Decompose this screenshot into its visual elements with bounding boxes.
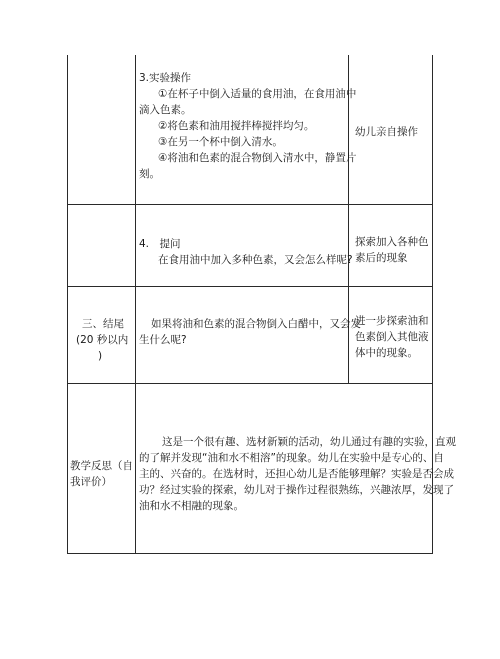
row2-note-line-2: 素后的现象 — [355, 252, 408, 264]
reflection-line-5: 油和水不相融的现象。 — [139, 500, 244, 512]
question-text: 在食用油中加入多种色素，又会怎么样呢? — [158, 254, 353, 266]
question-heading: 4. 提问 — [139, 238, 181, 250]
row1-note: 幼儿亲自操作 — [355, 126, 418, 138]
step-2: ②将色素和油用搅拌棒搅拌均匀。 — [158, 120, 315, 132]
row-divider-1 — [67, 204, 433, 205]
table-col-divider-2 — [348, 55, 349, 383]
ending-label-line-1: 三、结尾 — [82, 318, 124, 330]
step-1-line-1: ①在杯子中倒入适量的食用油，在食用油中 — [158, 88, 357, 100]
row3-note-line-2: 色素倒入其他液 — [355, 331, 429, 343]
step-4-line-2: 刻。 — [139, 168, 160, 180]
reflection-label-line-2: 我评价） — [70, 476, 112, 488]
ending-content-line-2: 生什么呢? — [139, 334, 187, 346]
table-left-border — [67, 55, 68, 553]
step-1-line-2: 滴入色素。 — [139, 104, 192, 116]
row3-note-line-3: 体中的现象。 — [355, 347, 418, 359]
reflection-label-line-1: 教学反思（自 — [70, 460, 133, 472]
table-col-divider-1 — [135, 55, 136, 553]
row-divider-3 — [67, 383, 433, 384]
row3-note-line-1: 进一步探索油和 — [355, 315, 429, 327]
reflection-line-2: 的了解并发现“油和水不相溶”的现象。幼儿在实验中是专心的、自 — [139, 452, 444, 464]
reflection-line-3: 主的、兴奋的。在选材时，还担心幼儿是否能够理解？实验是否会成 — [139, 468, 454, 480]
ending-content-line-1: 如果将油和色素的混合物倒入白醋中，又会发 — [151, 318, 361, 330]
ending-label-line-2: (20 秒以内 — [76, 334, 129, 346]
table-bottom-border — [67, 553, 433, 554]
step-3: ③在另一个杯中倒入清水。 — [158, 136, 283, 148]
row2-note-line-1: 探索加入各种色 — [355, 236, 429, 248]
row-divider-2 — [67, 286, 433, 287]
ending-label-line-3: ) — [98, 350, 103, 362]
reflection-line-4: 功？经过实验的探索，幼儿对于操作过程很熟练，兴趣浓厚，发现了 — [139, 484, 454, 496]
step-heading: 3.实验操作 — [139, 72, 192, 84]
step-4-line-1: ④将油和色素的混合物倒入清水中，静置片 — [158, 152, 357, 164]
reflection-line-1: 这是一个很有趣、选材新颖的活动，幼儿通过有趣的实验，直观 — [162, 436, 456, 448]
